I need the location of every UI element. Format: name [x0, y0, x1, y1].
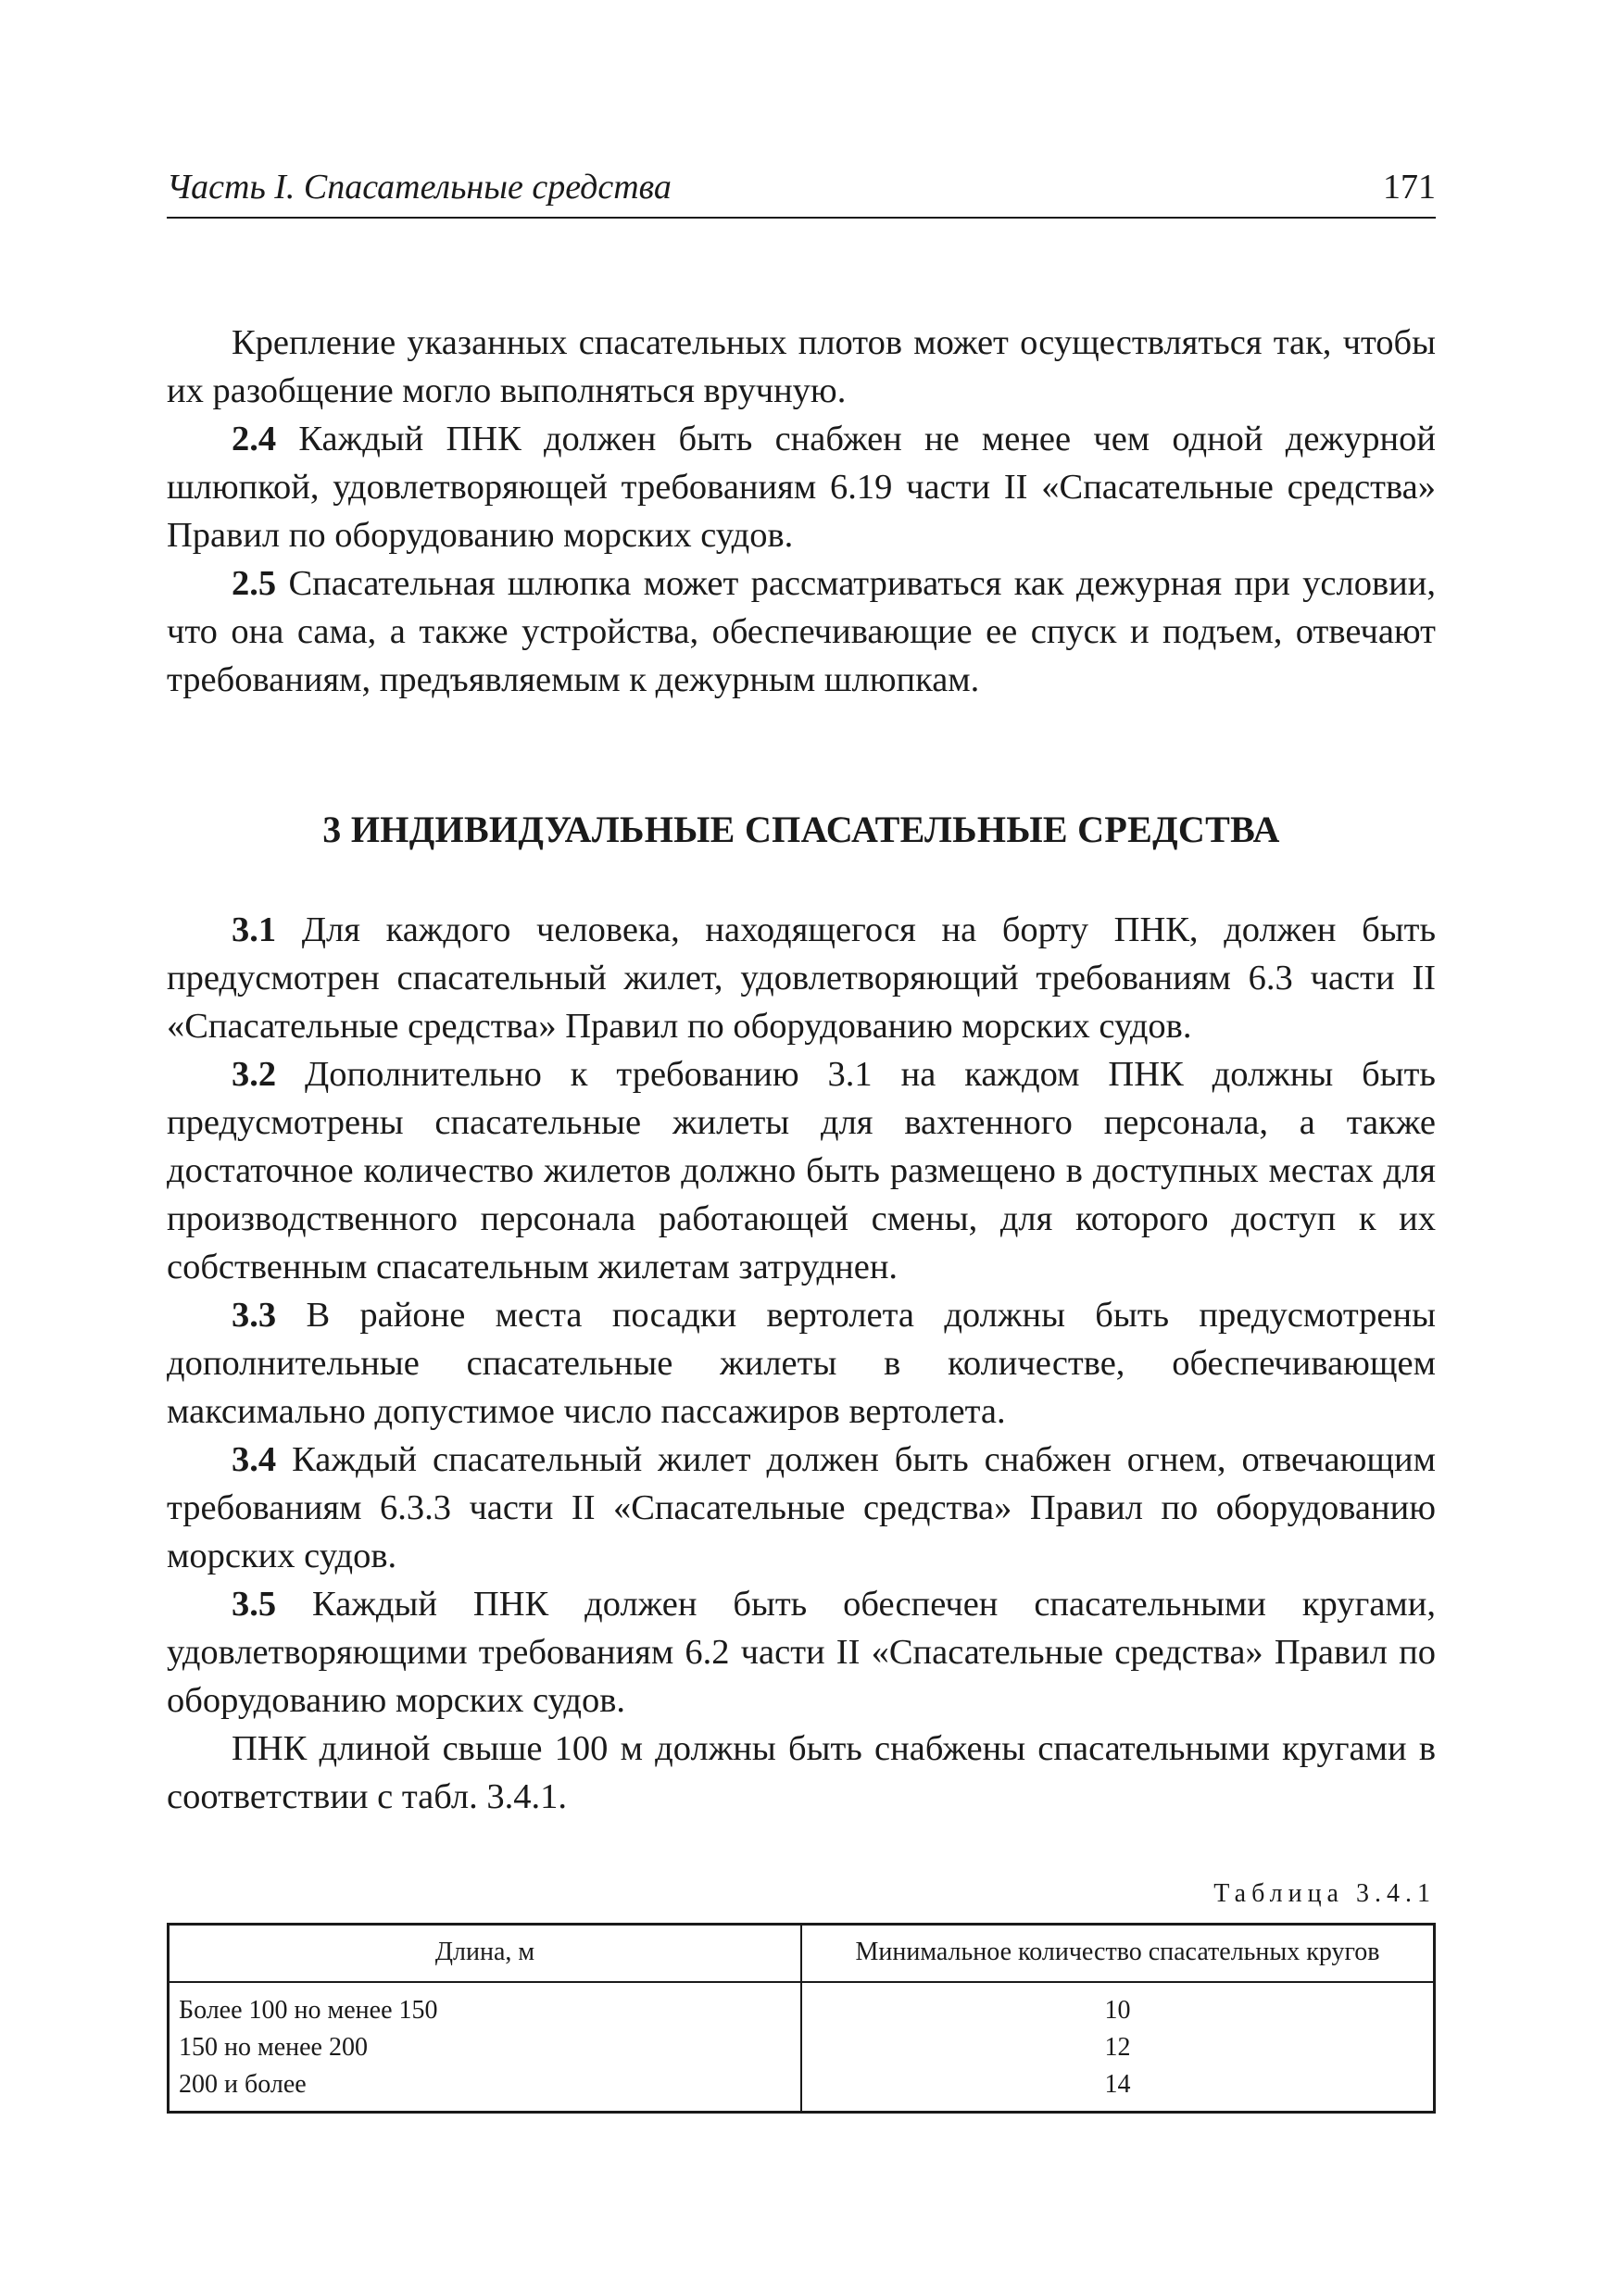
table-cell-quantity: 10 [801, 1982, 1435, 2029]
paragraph-text: Каждый ПНК должен быть обеспечен спасательными кругами, удовлетворяющими требованиям 6.2 части II «Спасательные средства» Правил по оборудованию морских судов. [167, 1584, 1436, 1720]
clause-number: 3.4 [232, 1439, 277, 1479]
table-caption: Таблица 3.4.1 [1213, 1878, 1436, 1908]
paragraph [167, 1725, 1436, 1821]
clause-number: 3.2 [232, 1054, 277, 1094]
clause-number: 3.1 [232, 910, 277, 949]
table-header-length: Длина, м [169, 1924, 802, 1982]
table-header-quantity: Минимальное количество спасательных кругов [801, 1924, 1435, 1982]
paragraph-text: Дополнительно к требованию 3.1 на каждом ПНК должны быть предусмотрены спасательные жилеты для вахтенного персонала, а также достаточное количество жилетов должно быть размещено в доступных местах для производственного персонала работающей смены, для которого доступ к их собственным спасательным жилетам затруднен. [167, 1054, 1436, 1286]
table-row [169, 1982, 1435, 2029]
paragraph [167, 1291, 1436, 1436]
page-number: 171 [1383, 168, 1436, 207]
table-cell-length: 200 и более [169, 2066, 802, 2113]
paragraph-text: Каждый ПНК должен быть снабжен не менее чем одной дежурной шлюпкой, удовлетворяющей требованиям 6.19 части II «Спасательные средства» Правил по оборудованию морских судов. [167, 419, 1436, 555]
paragraph-text: Спасательная шлюпка может рассматриваться как дежурная при условии, что она сама, а также устройства, обеспечивающие ее спуск и подъем, отвечают требованиям, предъявляемым к дежурным шлюпкам. [167, 563, 1436, 699]
clause-number: 2.5 [232, 563, 277, 603]
paragraph [167, 1050, 1436, 1291]
body-text [167, 319, 1436, 1821]
paragraph [167, 319, 1436, 415]
lifebuoy-table [167, 1923, 1436, 2114]
paragraph [167, 1580, 1436, 1725]
clause-number: 3.5 [232, 1584, 277, 1624]
table-header-row [169, 1924, 1435, 1982]
paragraph [167, 1436, 1436, 1580]
paragraph-text: Каждый спасательный жилет должен быть снабжен огнем, отвечающим требованиям 6.3.3 части II «Спасательные средства» Правил по оборудованию морских судов. [167, 1439, 1436, 1575]
table-row [169, 2066, 1435, 2113]
paragraph-text: Для каждого человека, находящегося на борту ПНК, должен быть предусмотрен спасательный жилет, удовлетворяющий требованиям 6.3 части II «Спасательные средства» Правил по оборудованию морских судов. [167, 910, 1436, 1046]
document-page [167, 167, 1436, 2114]
clause-number: 3.3 [232, 1295, 277, 1335]
paragraph-text: ПНК длиной свыше 100 м должны быть снабжены спасательными кругами в соответствии с табл. 3.4.1. [167, 1728, 1436, 1816]
table-cell-length: Более 100 но менее 150 [169, 1982, 802, 2029]
paragraph [167, 559, 1436, 704]
paragraph [167, 906, 1436, 1050]
paragraph [167, 415, 1436, 559]
paragraph-text: Крепление указанных спасательных плотов может осуществляться так, чтобы их разобщение могло выполняться вручную. [167, 322, 1436, 410]
table-cell-quantity: 14 [801, 2066, 1435, 2113]
table-row [169, 2029, 1435, 2066]
section-title: 3 ИНДИВИДУАЛЬНЫЕ СПАСАТЕЛЬНЫЕ СРЕДСТВА [322, 808, 1280, 850]
table-cell-quantity: 12 [801, 2029, 1435, 2066]
running-header [167, 167, 1436, 219]
table-cell-length: 150 но менее 200 [169, 2029, 802, 2066]
paragraph-text: В районе места посадки вертолета должны быть предусмотрены дополнительные спасательные жилеты в количестве, обеспечивающем максимально допустимое число пассажиров вертолета. [167, 1295, 1436, 1431]
clause-number: 2.4 [232, 419, 277, 458]
header-title: Часть I. Спасательные средства [167, 168, 672, 207]
